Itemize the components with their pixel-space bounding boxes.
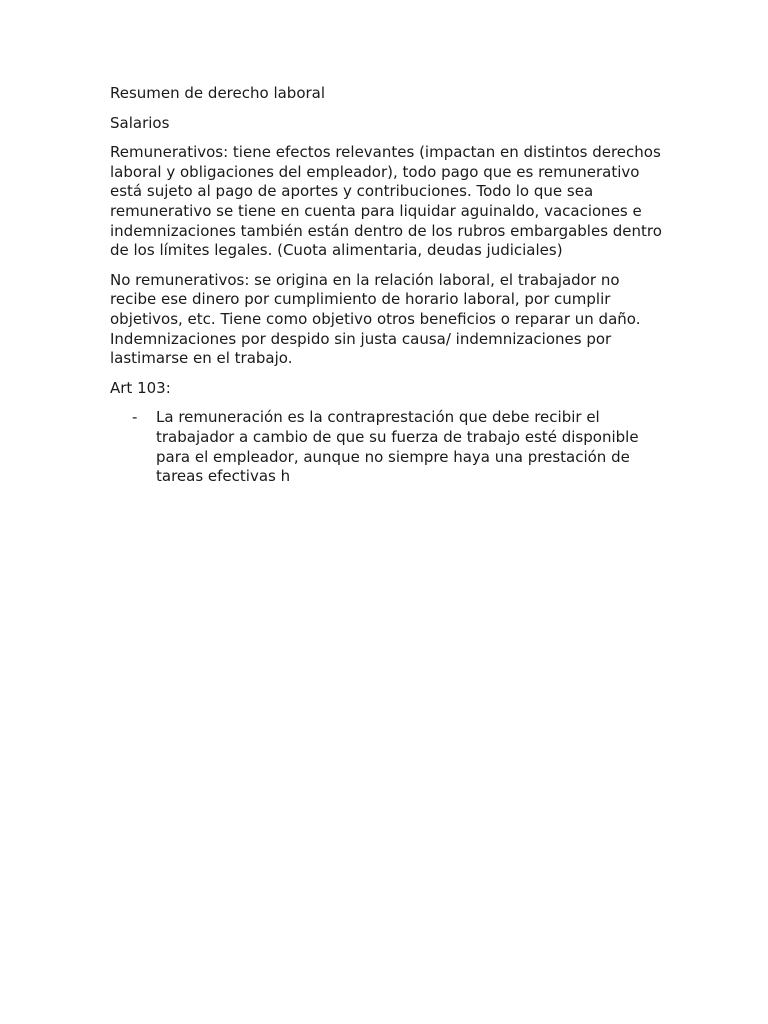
list-item <box>110 408 670 486</box>
document-title: Resumen de derecho laboral <box>110 84 326 102</box>
dash-bullet: - <box>132 408 138 427</box>
paragraph-no-remunerativos: No remunerativos: se origina en la relación laboral, el trabajador no recibe ese dinero por cumplimiento de horario laboral, por cumplir objetivos, etc. Tiene como objetivo otros beneficios o reparar un daño. Indemnizaciones por despido sin justa causa/ indemnizaciones por lastimarse en el trabajo. <box>110 270 641 368</box>
paragraph-remunerativos: Remunerativos: tiene efectos relevantes (impactan en distintos derechos laboral y obligaciones del empleador), todo pago que es remunerativo está sujeto al pago de aportes y contribuciones. Todo lo que sea remunerativo se tiene en cuenta para liquidar aguinaldo, vacaciones e indemnizaciones también están dentro de los rubros embargables dentro de los límites legales. (Cuota alimentaria, deudas judiciales) <box>110 143 662 260</box>
section-heading-salarios: Salarios <box>110 113 170 132</box>
document-body <box>110 84 670 487</box>
article-heading: Art 103: <box>110 378 171 397</box>
list-item-text: La remuneración es la contraprestación que debe recibir el trabajador a cambio de que su fuerza de trabajo esté disponible para el empleador, aunque no siempre haya una prestación de tareas efectivas h <box>156 408 639 486</box>
article-list <box>110 408 670 486</box>
